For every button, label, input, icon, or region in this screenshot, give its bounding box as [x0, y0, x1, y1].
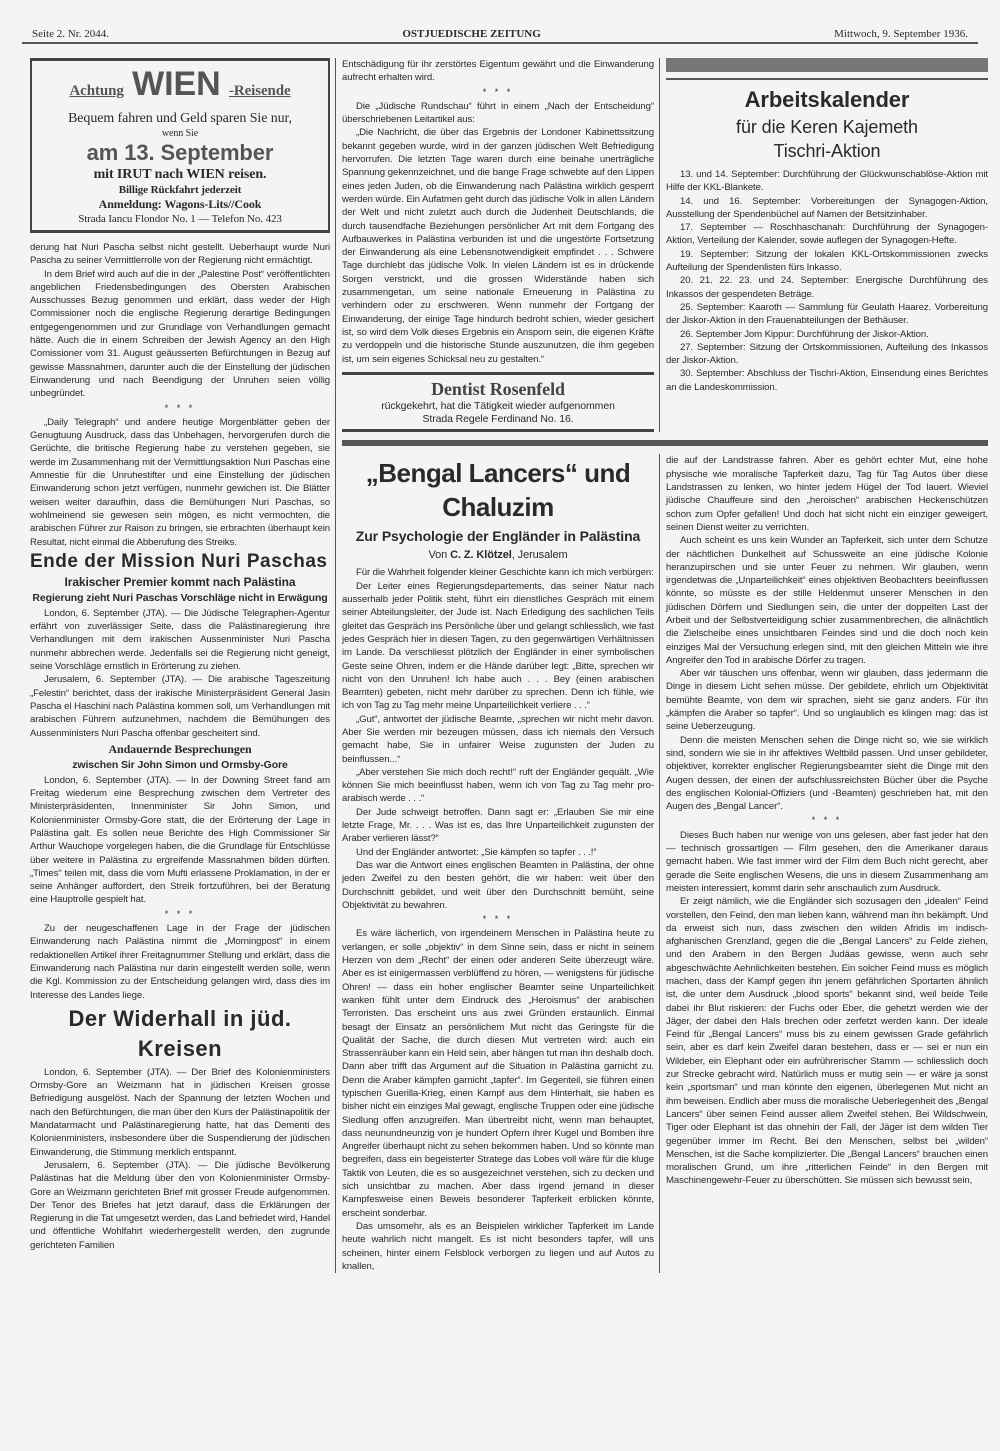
ad-line: Bequem fahren und Geld sparen Sie nur,	[68, 111, 292, 126]
calendar-item: 14. und 16. September: Vorbereitungen der Synagogen-Aktion, Ausstellung der Spendenbüchel auf Namen der Betsitzinhaber.	[666, 195, 988, 220]
calendar-subtitle: Tischri-Aktion	[773, 141, 881, 161]
article-column-2	[660, 454, 988, 1273]
issue-date: Mittwoch, 9. September 1936.	[834, 28, 968, 40]
byline	[342, 548, 654, 563]
ad-address: Strada Iancu Flondor No. 1 — Telefon No. 423	[78, 213, 282, 225]
page-body	[0, 58, 1000, 1273]
separator: * * *	[482, 86, 514, 97]
ad-line: Billige Rückfahrt jederzeit	[118, 184, 242, 196]
paragraph: Dieses Buch haben nur wenige von uns gelesen, aber fast jeder hat den — technisch grossartigen — Film gesehen, den die Amerikaner daraus gemacht haben. Wie fast immer wird der Film dem Buch nicht gerecht, aber gerade die Seite englischen Wesens, die uns in diesem Zusammenhang am meisten interessiert, kommt darin sehr anschaulich zum Ausdruck.	[666, 829, 988, 894]
headline: Der Widerhall in jüd. Kreisen	[68, 1005, 292, 1061]
ad-line: wenn Sie	[161, 128, 199, 139]
newspaper-title: OSTJUEDISCHE ZEITUNG	[402, 28, 541, 40]
paragraph: Auch scheint es uns kein Wunder an Tapferkeit, sich unter dem Schutze der nächtlichen Dunkelheit auf Schussweite an eine jüdische Kolonie heranzupirschen und sie unter Feuer zu nehmen. Wir glauben, wenn irgendetwas die „Unparteilichkeit“ eines objektiven Beobachters beeinflussen könnte, so müsste es der stille Heldenmut unserer Menschen in den jüdischen Dörfern und Siedlungen sein, die unter der doppelten Last der Arbeit und der Selbstverteidigung schier zusammenbrechen, die allnächtlich die Zielscheibe eines unsichtbaren Feindes sind und die doch noch kein einziges Mal der Versuchung erlegen sind, mit den gleichen Mitteln wie ihre Angreifer den Tod in arabische Dörfer zu tragen.	[666, 535, 988, 666]
calendar-item: 30. September: Abschluss der Tischri-Aktion, Einsendung eines Berichtes an die Landeskommission.	[666, 368, 988, 393]
middle-column-top	[342, 58, 660, 432]
ad-line: mit IRUT nach WIEN reisen.	[93, 167, 267, 182]
page-header	[22, 0, 978, 44]
paragraph: London, 6. September (JTA). — In der Downing Street fand am Freitag wiederum eine Besprechung zwischen dem Vertreter des Ministerpräsidenten, Innenminister Sir John Simon, und Kolonienminister Ormsby-Gore statt, die der Erörterung der Lage in Palästina galt. Es sollen neue Berichte des High Commissioner Sir Arthur Wauchope vorgelegen haben, die die Grundlage für Entschlüsse über weitere in Palästina zu ergreifende Massnahmen bilden dürften. „Times“ teilen mit, dass die vom Mufti erlassene Proklamation, in der er seine Anhänger auffordert, den Streik fortzuführen, bei der Beratung eine Hauptrolle gespielt hat.	[30, 774, 330, 906]
calendar-title: Arbeitskalender	[744, 87, 910, 112]
paragraph: „Gut“, antwortet der jüdische Beamte, „sprechen wir nicht mehr davon. Aber Sie werden mir bezeugen müssen, dass ich niemals den Versuch gemacht habe, Sie in unfairer Weise zugunsten der Juden zu beinflussen...“	[342, 713, 654, 765]
headline: Andauernde Besprechungen	[108, 741, 252, 756]
calendar-item: 26. September Jom Kippur: Durchführung der Jiskor-Aktion.	[680, 328, 929, 340]
article-rule	[342, 440, 988, 446]
paragraph: Der Jude schweigt betroffen. Dann sagt er: „Erlauben Sie mir eine letzte Frage, Mr. . . . Was ist es, das Ihre Unparteilichkeit zugunsten der Araber verlieren lässt?“	[342, 806, 654, 845]
paragraph: Jerusalem, 6. September (JTA). — Die jüdische Bevölkerung Palästinas hat die Meldung über den von Kolonienminister Ormsby-Gore an Weizmann gerichteten Brief mit grosser Freude aufgenommen. Der Tenor des Briefes hat jetzt darauf, dass die Erklärungen der Regierung in die Tat umgesetzt werden, das Land befriedet wird, Handel und öffentliche Wohlfahrt wiederhergestellt werden, den zugrunde gerichteten Familien	[30, 1159, 331, 1251]
paragraph: „Die Nachricht, die über das Ergebnis der Londoner Kabinettssitzung bekannt gegeben wurde, wird in der ganzen jüdischen Welt Befriedigung hervorrufen. Die letzten Tage waren durch eine beinahe unerträgliche Spannung gekennzeichnet, und die bange Frage schwebte auf den Lippen eines jeden Juden, ob die Einwanderung nach Palästina wirklich gesperrt werden würde. Ein Aufatmen geht durch das jüdische Volk in allen Ländern der Welt und nicht zuletzt auch durch die Judenheit Deutschlands, die durch tausendfache Beziehungen persönlicher Art mit dem Fortgang des Aufbauwerkes in Palästina verbunden ist und die ungestörte Fortsetzung der Einwanderung als eine Lebensnotwendigkeit empfindet . . . Schwere Tage durchlebt das jüdische Volk. In vielen Ländern ist es in drückende Sorgen verstrickt, und die grossen Widerstände haben sich zusammengetan, um seine nationale Erneuerung in Palästina zu verhindern oder zu erschweren. Wenn nunmehr der Fortgang der Einwanderung, der einige Tage hindurch bedroht schien, wieder gesichert ist, so wird dem Volk dieses Ergebnis ein Ansporn sein, die eigenen Kräfte zu verdoppeln und die historische Stunde auszunutzen, die ihm gegeben ist, um sein eigenes Schicksal neu zu gestalten.“	[342, 127, 654, 365]
dentist-title: Dentist Rosenfeld	[431, 378, 565, 399]
decorative-bar	[666, 58, 988, 72]
calendar-item: 13. und 14. September: Durchführung der Glückwunschablöse-Aktion mit Hilfe der KKL-Blankete.	[666, 169, 988, 194]
paragraph: London, 6. September (JTA). — Der Brief des Kolonienministers Ormsby-Gore an Weizmann hat in jüdischen Kreisen grosse Befriedigung ausgelöst. Nach der Spannung der letzten Wochen und nach den Befürchtungen, die man über den Kurs der Palästinapolitik der Mandatarmacht und Palästinaregierung hatte, hat das Dementi des Kolonienministers, insbesondere über die Suspendierung der jüdischen Einwanderung, die Stimmung merklich entspannt.	[30, 1066, 330, 1158]
ad-wien: WIEN	[132, 65, 221, 103]
paragraph: Das war die Antwort eines englischen Beamten in Palästina, der ohne jeden Zweifel zu den besten gehört, die wir haben: weit über den Durchschnitt gebildet, und weit über den Durchschnitt bemüht, seine Objektivität zu bewahren.	[342, 859, 654, 911]
paragraph: die auf der Landstrasse fahren. Aber es gehört echter Mut, eine hohe physische wie moralische Tapferkeit dazu, Tag für Tag Autos über diese Landstrassen zu lenken, wo hinter jedem Hügel der Tod lauert. Wieviel jüdische Chauffeure sind den „heroischen“ arabischen Heckenschützen schon zum Opfer gefallen! Und doch hat sicht nicht ein einziger geweigert, seinen Dienst weiter zu verrichten.	[666, 455, 988, 533]
byline-prefix: Von	[428, 549, 448, 562]
paragraph: London, 6. September (JTA). — Die Jüdische Telegraphen-Agentur erfährt von zuverlässiger Seite, dass die Palästinaregierung ihre Verhandlungen mit dem irakischen Aussenminister Nuri Pascha nunmehr abbrechen werde. Jedenfalls sei die Regierung nicht geneigt, seine Vorschläge ernstlich in Erörterung zu ziehen.	[30, 607, 330, 673]
dentist-address: Strada Regele Ferdinand No. 16.	[422, 413, 574, 426]
paragraph: Jerusalem, 6. September (JTA). — Die arabische Tageszeitung „Felestin“ berichtet, dass der irakische Ministerpräsident General Jasin Pascha el Haschini nach Palästina kommen soll, um Verhandlungen mit arabischen Führern aufzunehmen, nachdem die Bemühungen des Aussenministers Nuri Pascha offenbar gescheitert sind.	[30, 674, 330, 739]
headline: Ende der Mission Nuri Paschas	[30, 550, 328, 572]
subheadline: zwischen Sir John Simon und Ormsby-Gore	[72, 758, 288, 771]
paragraph: „Aber verstehen Sie mich doch recht!“ ruft der Engländer gequält. „Wie können Sie mich beeinflusst haben, wenn ich von Tag zu Tag mehr pro-arabisch werde . . .“	[342, 766, 654, 805]
paragraph: derung hat Nuri Pascha selbst nicht gestellt. Ueberhaupt wurde Nuri Pascha zu seiner Vermittlerrolle von der Regierung nicht ermächtigt.	[30, 242, 330, 267]
paragraph: In dem Brief wird auch auf die in der „Palestine Post“ veröffentlichten angeblichen Friedensbedingungen des Obersten Arabischen Ausschusses Bezug genommen und erklärt, dass weder der High Commissioner noch die englische Regierung derartige Bedingungen entgegengenommen und zur Grundlage von Verhandlungen gemacht hätte. Auch die in einem Schreiben der Jewish Agency an den High Comissioner vom 31. August geäusserten Befürchtungen in Bezug auf gewisse Massnahmen, darunter auch die der Einstellung der jüdischen Einwanderung und nach Beendigung der Unruhen seien völlig unbegründet.	[30, 268, 330, 400]
author-name: C. Z. Klötzel	[450, 549, 512, 562]
paragraph: Entschädigung für ihr zerstörtes Eigentum gewährt und die Einwanderung aufrecht erhalten wird.	[342, 59, 654, 84]
calendar-item: 27. September: Sitzung der Ortskommissionen, Aufteilung des Inkassos der Jiskor-Aktion.	[666, 341, 988, 367]
subheadline: Irakischer Premier kommt nach Palästina	[64, 574, 296, 589]
article-title: „Bengal Lancers“ und Chaluzim	[365, 458, 631, 523]
paragraph: Der Leiter eines Regierungsdepartements, das seiner Natur nach ausserhalb jeder Politik steht, führt ein dienstliches Gespräch mit einem seiner Abteilungsleiter, der Jude ist. Nach Erledigung des sachlichen Teils gleitet das Gespräch ins Persönliche über und gelangt schliesslich, wie fast jedes Gespräch hier in diesen Tagen, zu den gegenwärtigen Verhältnissen im Lande. Da verschliesst plötzlich der Engländer in einer symbolischen Geste seine Ohren, indem er die Hände darüber legt: „Bitte, sprechen wir nicht von den Unruhen! Ich habe auch . . . Bey (einen arabischen Beamten) gebeten, nicht mehr darüber zu sprechen. Denn ich fühle, wie ich von Tag zu Tag mehr meine Unparteilichkeit verliere . . .“	[342, 580, 654, 712]
ad-date: am 13. September	[86, 140, 274, 165]
dentist-line: rückgekehrt, hat die Tätigkeit wieder aufgenommen	[381, 399, 615, 412]
separator: * * *	[482, 914, 514, 925]
paragraph: Das umsomehr, als es an Beispielen wirklicher Tapferkeit im Lande heute wahrlich nicht mangelt. Es ist nicht besonders tapfer, will uns scheinen, hinter einem Felsblock verborgen zu liegen und auf Autos zu knallen,	[342, 1220, 654, 1272]
left-column	[30, 58, 336, 1273]
calendar-item: 19. September: Sitzung der lokalen KKL-Ortskommissionen zwecks Aufteilung der Spendenlisten fürs Inkasso.	[666, 248, 988, 274]
top-row	[342, 58, 988, 432]
calendar-item: 20. 21. 22. 23. und 24. September: Energische Durchführung des Inkassos der gespendeten Beträge.	[666, 275, 988, 300]
paragraph: Für die Wahrheit folgender kleiner Geschichte kann ich mich verbürgen:	[356, 567, 654, 579]
paragraph: Denn die meisten Menschen sehen die Dinge nicht so, wie sie wirklich sind, sondern wie sie in ihr affektives Weltbild passen. Und unser gebildeter, objektiver, korrekter englischer Regierungsbeamter sieht die Dinge mit den Augen dessen, der einen der aufschlussreichsten Bücher über die Psyche des englischen Kolonial-Offiziers (und -Beamten) geschrieben hat, mit den Augen des „Bengal Lancer“.	[666, 734, 988, 813]
arbeitskalender	[660, 58, 988, 432]
calendar-item: 25. September: Kaaroth — Sammlung für Geulath Haarez. Vorbereitung der Jiskor-Aktion in den Frauenabteilungen der Bethäuser.	[666, 301, 988, 327]
ad-achtung: Achtung	[69, 83, 124, 99]
calendar-subtitle: für die Keren Kajemeth	[736, 117, 918, 137]
wien-travel-ad	[30, 58, 330, 233]
paragraph: Aber wir täuschen uns offenbar, wenn wir glauben, dass jedermann die Dinge in diesem Licht sehen müsse. Der gebildete, ehrlich um Objektivität bemühte Beamte, von dem wir sprachen, sieht sie ganz anders. Für ihn „kämpfen die Araber so tapfer“. Und so unglaublich es klingen mag: das ist seine Ueberzeugung.	[666, 668, 988, 733]
byline-location: , Jerusalem	[511, 549, 568, 562]
dentist-ad	[342, 372, 654, 433]
ad-line: Anmeldung: Wagons-Lits//Cook	[98, 197, 262, 211]
paragraph: Es wäre lächerlich, von irgendeinem Menschen in Palästina heute zu verlangen, er solle „objektiv“ in dem Sinne sein, dass er nicht in seinem Herzen von dem „Recht“ der einen oder anderen Seite überzeugt wäre. Aber es ist einigermassen verblüffend zu hören, — wenigstens für jüdische Ohren! — dass ein hoher englischer Beamter seine Unparteilichkeit wanken fühlt unter dem Eindruck des „Heroismus“ der arabischen Terroristen. Das erscheint uns aus zwei Gründen erstaunlich. Einmal besagt der Einsatz an persönlichem Mut nicht das Geringste für die Qualität der Sache, die durch diesen Mut vertreten wird: auch ein Strassenräuber kann ein Held sein, aber hängen tut man ihn deshalb doch. Dann aber trifft das Argument auf die Situation in Palästina garnicht zu. Denn die Araber kämpfen garnicht „tapfer“. Im Gegenteil, sie führen einen typischen Guerilla-Krieg, einen Kampf aus dem Hinterhalt, sie haben es bisher nicht ein einziges Mal gewagt, englische Truppen oder eine jüdische Siedlung offen anzugreifen. Man übertreibt nicht, wenn man behauptet, dass neunundneunzig von je hundert Opfern ihrer Kugel und Bomben ihre Angreifer überhaupt nicht zu sehen bekommen haben. Und so könnte man begreifen, dass ein begeisterter Stratege das Lobes voll wäre für die kluge Taktik von Leuten, die es so ausgezeichnet verstehen, sich zu decken und sich unsichtbar zu machen. Aber dass irgend jemand in dieser Kampfesweise einen Beweis besonderer Tapferkeit erblicken könnte, erscheint sonderbar.	[342, 928, 654, 1219]
paragraph: „Daily Telegraph“ und andere heutige Morgenblätter geben der Genugtuung Ausdruck, dass das Unbehagen, hervorgerufen durch die Gerüchte, die britische Regierung habe zu verstehen gegeben, sie werde im Zusammenhang mit der Vermittlungsaktion Nuri Paschas eine Amnestie für die Unruhestifter und eine Einstellung der jüdischen Einwanderung schon jetzt verfügen, nunmehr gewichen ist. Die Blätter weisen weiter daraufhin, dass die Bemühungen Nuri Paschas, so wohlmeinend sie gewesen sein mögen, es nicht vermochten, die arabischen Führer zur Raison zu bringen, sie erbrachten überhaupt kein Resultat, nicht einmal die Abberufung des Streiks.	[30, 416, 330, 548]
article-subtitle: Zur Psychologie der Engländer in Palästina	[355, 528, 641, 545]
separator: * * *	[164, 908, 196, 919]
paragraph: Zu der neugeschaffenen Lage in der Frage der jüdischen Einwanderung nach Palästina nimmt die „Morningpost“ in einem redaktionellen Artikel ihrer Freitagnummer Stellung und erklärt, dass die Einwanderung nach Palästina nur darin eingestellt werden solle, wenn die Kgl. Kommission zu der Entscheidung gelangen wird, dass dies im Interesse des Landes liege.	[30, 923, 330, 1001]
article-column-1	[342, 454, 660, 1273]
ad-reisende: -Reisende	[228, 83, 291, 99]
paragraph: Er zeigt nämlich, wie die Engländer sich sozusagen den „idealen“ Feind vorstellen, den Feind, den man lieben kann, während man ihn bekämpft. Und da erweist sich nun, dass zwischen den wilden Afridis im indisch-afghanischen Grenzland, gegen die die „Bengal Lancers“ zu Felde ziehen, und den Arabern in den Bergen Judäas gewisse, wenn auch sehr abgeschwächte Aehnlichkeiten bestehen. Ein solcher Feind muss es möglich machen, dass der Kampf gegen ihn jenem gefährlichen Sportarten ähnlich ist, die unter dem Ausdruck „blood sports“ bekannt sind, weil beide Teile dabei ihr Blut riskieren: der Fuchs oder Eber, die gehetzt werden wie der Jäger, der dabei den Hals brechen oder zerfetzt werden kann. Der ideale Feind für „Bengal Lancers“ muss bis zu einem gewissen Grade gefährlich sein, aber es darf kein Zweifel daran bestehen, dass er — sei er nun ein Wildeber, ein Elephant oder ein aufrührerischer Stamm — schliesslich doch zur Strecke gebracht wird. Natürlich muss er mutig sein — er wäre ja sonst kein „sportsman“ und man könnte den eigenen, überlegenen Mut nicht an ihm beweisen. Endlich aber muss die moralische Ueberlegenheit des „Bengal Lancers“ über seinen Feind ausser allem Zweifel stehen. Bei Wildschwein, Tiger oder Elephant ist das ohnehin der Fall, der Jäger ist dem wilden Tier gegenüber immer im Recht. Bei den Menschen, selbst bei „wilden“ Menschen, ist die Sache komplizierter. Die „Bengal Lancers“ brauchen einen moralischen Grund, um ihre „ritterlichen Feinde“ in den Bergen mit Maschinengewehr-Feuer zu überschütten. Sie müssen sich bewusst sein,	[666, 896, 988, 1187]
article	[342, 454, 988, 1273]
paragraph: Und der Engländer antwortet: „Sie kämpfen so tapfer . . .!“	[356, 846, 597, 858]
subheadline: Regierung zieht Nuri Paschas Vorschläge nicht in Erwägung	[32, 591, 328, 604]
separator: * * *	[164, 402, 196, 413]
calendar-item: 17. September — Roschhaschanah: Durchführung der Synagogen-Aktion, Verteilung der Kalender, sowie auflegen der Synagogen-Hefte.	[666, 222, 988, 247]
right-area	[336, 58, 988, 1273]
separator: * * *	[811, 815, 843, 826]
page-number: Seite 2. Nr. 2044.	[32, 28, 109, 40]
paragraph: Die „Jüdische Rundschau“ führt in einem „Nach der Entscheidung“ überschriebenen Leitartikel aus:	[342, 100, 654, 126]
